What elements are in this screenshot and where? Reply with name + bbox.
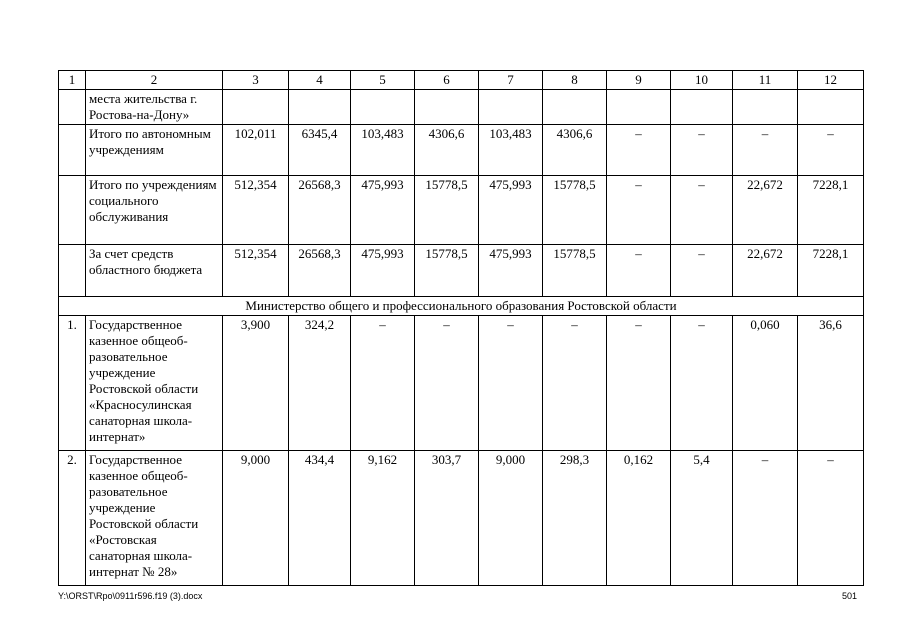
value-cell: 0,060	[733, 316, 798, 451]
value-cell	[479, 90, 543, 125]
value-cell: 434,4	[289, 451, 351, 586]
value-cell: 15778,5	[415, 245, 479, 297]
value-cell: –	[607, 176, 671, 245]
value-cell: –	[671, 125, 733, 176]
value-cell: –	[798, 451, 864, 586]
header-cell: 4	[289, 71, 351, 90]
table-row	[59, 245, 864, 297]
value-cell	[607, 90, 671, 125]
value-cell: –	[415, 316, 479, 451]
value-cell: 22,672	[733, 176, 798, 245]
row-name: Итого по автономным учреждениям	[86, 125, 223, 176]
value-cell: 26568,3	[289, 245, 351, 297]
value-cell: –	[671, 176, 733, 245]
value-cell	[733, 90, 798, 125]
header-cell: 3	[223, 71, 289, 90]
section-title: Министерство общего и профессионального образования Ростовской области	[59, 297, 864, 316]
value-cell: 102,011	[223, 125, 289, 176]
header-cell: 7	[479, 71, 543, 90]
value-cell: 15778,5	[415, 176, 479, 245]
value-cell: –	[733, 125, 798, 176]
value-cell: 26568,3	[289, 176, 351, 245]
value-cell: 36,6	[798, 316, 864, 451]
value-cell: 512,354	[223, 245, 289, 297]
value-cell: –	[607, 245, 671, 297]
value-cell: –	[607, 316, 671, 451]
value-cell: 475,993	[479, 176, 543, 245]
value-cell	[223, 90, 289, 125]
value-cell: 475,993	[351, 176, 415, 245]
header-cell: 12	[798, 71, 864, 90]
header-cell: 2	[86, 71, 223, 90]
header-cell: 6	[415, 71, 479, 90]
value-cell: 22,672	[733, 245, 798, 297]
value-cell: 4306,6	[415, 125, 479, 176]
value-cell: 475,993	[479, 245, 543, 297]
value-cell: 103,483	[351, 125, 415, 176]
value-cell	[543, 90, 607, 125]
value-cell: 5,4	[671, 451, 733, 586]
value-cell	[351, 90, 415, 125]
value-cell	[671, 90, 733, 125]
table-row	[59, 176, 864, 245]
row-number: 2.	[59, 451, 86, 586]
table-header-row	[59, 71, 864, 90]
value-cell	[415, 90, 479, 125]
value-cell: 0,162	[607, 451, 671, 586]
value-cell: –	[351, 316, 415, 451]
row-number: 1.	[59, 316, 86, 451]
row-name: места жительства г. Ростова-на-Дону»	[86, 90, 223, 125]
row-number	[59, 245, 86, 297]
value-cell: 4306,6	[543, 125, 607, 176]
row-name: Итого по учреждениям социального обслуживания	[86, 176, 223, 245]
value-cell: 9,162	[351, 451, 415, 586]
value-cell: 6345,4	[289, 125, 351, 176]
page-number: 501	[841, 591, 857, 601]
value-cell: 475,993	[351, 245, 415, 297]
header-cell: 10	[671, 71, 733, 90]
value-cell: 9,000	[223, 451, 289, 586]
row-number	[59, 90, 86, 125]
value-cell	[798, 90, 864, 125]
value-cell: –	[543, 316, 607, 451]
value-cell: 298,3	[543, 451, 607, 586]
header-cell: 5	[351, 71, 415, 90]
header-cell: 11	[733, 71, 798, 90]
value-cell: 7228,1	[798, 176, 864, 245]
header-cell: 9	[607, 71, 671, 90]
value-cell: 15778,5	[543, 245, 607, 297]
value-cell: –	[671, 316, 733, 451]
value-cell: –	[671, 245, 733, 297]
value-cell: –	[607, 125, 671, 176]
value-cell: 15778,5	[543, 176, 607, 245]
section-header-row	[59, 297, 864, 316]
value-cell: –	[733, 451, 798, 586]
file-path-footer: Y:\ORST\Rpo\0911r596.f19 (3).docx	[58, 591, 203, 601]
value-cell: 3,900	[223, 316, 289, 451]
value-cell: 9,000	[479, 451, 543, 586]
row-name: Государственное казенное общеоб-разовательное учреждение Ростовской области «Красносулинская санаторная школа-интернат»	[86, 316, 223, 451]
header-cell: 1	[59, 71, 86, 90]
table-row	[59, 125, 864, 176]
row-number	[59, 176, 86, 245]
data-table	[58, 70, 864, 586]
value-cell: –	[479, 316, 543, 451]
row-number	[59, 125, 86, 176]
table-row	[59, 316, 864, 451]
header-cell: 8	[543, 71, 607, 90]
table-row	[59, 451, 864, 586]
row-name: За счет средств областного бюджета	[86, 245, 223, 297]
value-cell: 103,483	[479, 125, 543, 176]
table-row	[59, 90, 864, 125]
value-cell: 324,2	[289, 316, 351, 451]
value-cell: 512,354	[223, 176, 289, 245]
value-cell: 303,7	[415, 451, 479, 586]
row-name: Государственное казенное общеоб-разовательное учреждение Ростовской области «Ростовская санаторная школа-интернат № 28»	[86, 451, 223, 586]
value-cell: –	[798, 125, 864, 176]
value-cell: 7228,1	[798, 245, 864, 297]
value-cell	[289, 90, 351, 125]
